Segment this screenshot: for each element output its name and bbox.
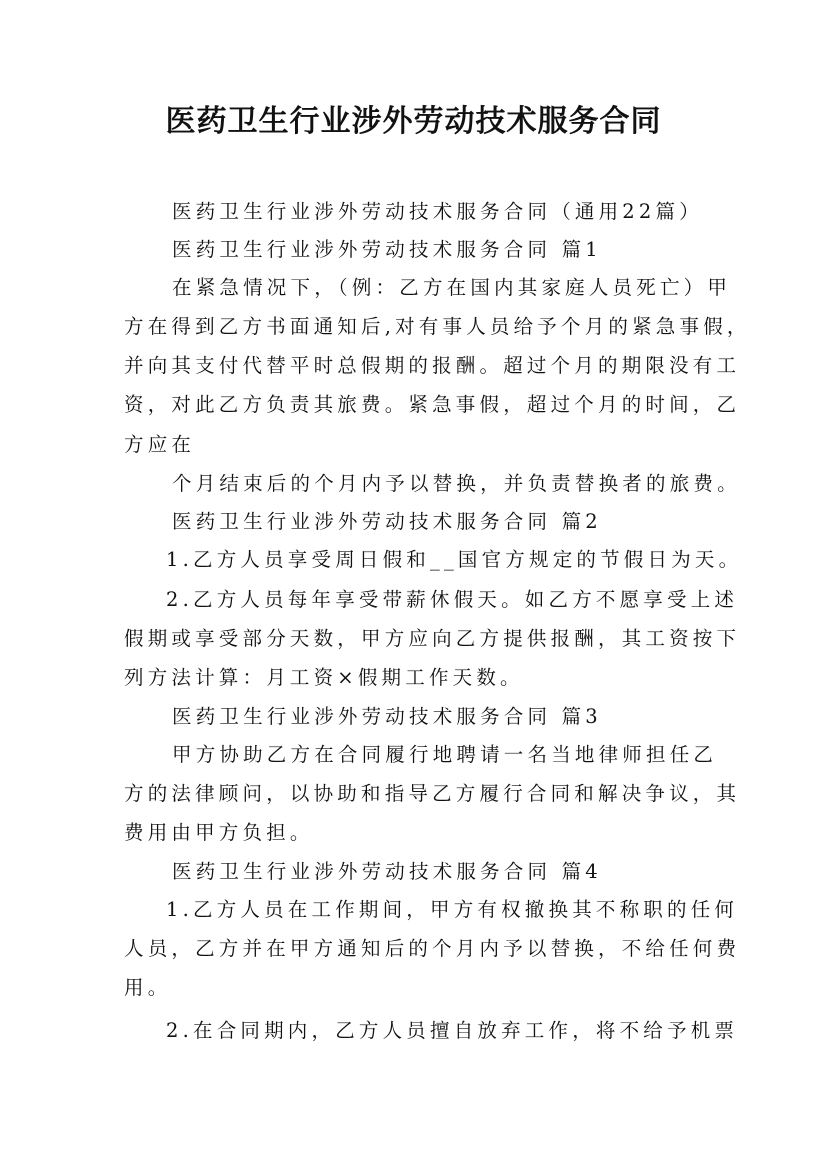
paragraph-line: 在紧急情况下，（例：乙方在国内其家庭人员死亡）甲 <box>172 276 732 299</box>
subtitle-line: 医药卫生行业涉外劳动技术服务合同（通用22篇） <box>172 200 703 223</box>
paragraph-line: 1.乙方人员享受周日假和__国官方规定的节假日为天。 <box>166 548 743 571</box>
paragraph-line: 方应在 <box>124 433 196 456</box>
paragraph-line: 方在得到乙方书面通知后,对有事人员给予个月的紧急事假， <box>124 315 751 338</box>
paragraph-line: 费用由甲方负担。 <box>124 821 314 844</box>
section-heading-3: 医药卫生行业涉外劳动技术服务合同 篇3 <box>172 705 602 728</box>
paragraph-line: 1.乙方人员在工作期间，甲方有权撤换其不称职的任何 <box>166 898 739 921</box>
paragraph-line: 用。 <box>124 976 172 999</box>
paragraph-line: 并向其支付代替平时总假期的报酬。超过个月的期限没有工 <box>124 354 741 377</box>
section-heading-1: 医药卫生行业涉外劳动技术服务合同 篇1 <box>172 238 602 261</box>
paragraph-line: 资，对此乙方负责其旅费。紧急事假，超过个月的时间，乙 <box>124 393 741 416</box>
paragraph-line: 人员，乙方并在甲方通知后的个月内予以替换，不给任何费 <box>124 937 741 960</box>
paragraph-line: 假期或享受部分天数，甲方应向乙方提供报酬，其工资按下 <box>124 627 741 650</box>
section-heading-2: 医药卫生行业涉外劳动技术服务合同 篇2 <box>172 510 602 533</box>
paragraph-line: 方的法律顾问，以协助和指导乙方履行合同和解决争议，其 <box>124 782 741 805</box>
section-heading-4: 医药卫生行业涉外劳动技术服务合同 篇4 <box>172 860 602 883</box>
paragraph-line: 2.乙方人员每年享受带薪休假天。如乙方不愿享受上述 <box>166 588 739 611</box>
paragraph-line: 甲方协助乙方在合同履行地聘请一名当地律师担任乙 <box>172 743 718 766</box>
document-title: 医药卫生行业涉外劳动技术服务合同 <box>165 104 662 139</box>
paragraph-line: 列方法计算：月工资×假期工作天数。 <box>124 666 524 689</box>
paragraph-line: 个月结束后的个月内予以替换，并负责替换者的旅费。 <box>172 472 741 495</box>
paragraph-line: 2.在合同期内，乙方人员擅自放弃工作，将不给予机票 <box>166 1019 739 1042</box>
